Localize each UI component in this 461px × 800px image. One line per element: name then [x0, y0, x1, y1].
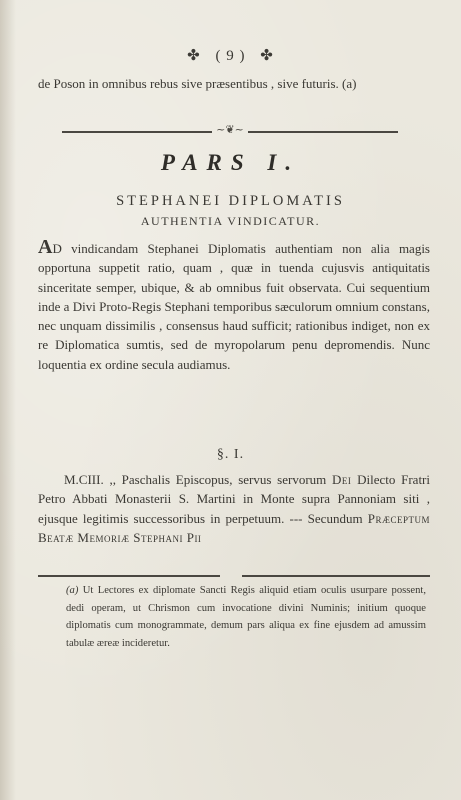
main-paragraph: [38, 238, 430, 374]
footnote-rule-left: [38, 575, 220, 577]
page-shadow-edge: [0, 0, 16, 800]
divider-line-right: [248, 131, 398, 133]
section-text-smallcaps: Præceptum Beatæ Memoriæ Stephani Pii: [38, 510, 430, 545]
section-heading: §. I.: [216, 447, 245, 462]
footnote: [66, 582, 426, 652]
ornament-left-icon: ✤: [187, 48, 201, 64]
part-title: PARS I.: [160, 150, 301, 175]
ornamental-divider: [62, 123, 398, 136]
section-text-a: M.CIII. ,, Paschalis Episcopus, servus servorum: [64, 472, 332, 487]
page-number: ( 9 ): [215, 48, 246, 64]
section-text-b: Dilecto Fratri Petro Abbati Monasterii S. Martini in Monte supra Pannoniam siti , ejusque legitimis successoribus in perpetuum. --- Secundum: [38, 472, 430, 526]
section-text-dei: Dei: [332, 472, 352, 487]
divider-ornament-icon: ~❦~: [216, 123, 244, 136]
footnote-mark: (a): [66, 585, 79, 596]
footnote-text: Ut Lectores ex diplomate Sancti Regis aliquid etiam oculis usurpare possent, dedi operam, ut Chrismon cum invocatione divini Numinis; initium quoque diplomatis cum monogrammate, demum pars aliqua ex fine ejusdem ad amussim tabulæ æreæ incideretur.: [66, 585, 426, 649]
ornament-right-icon: ✤: [260, 48, 274, 64]
main-paragraph-text: D vindicandam Stephanei Diplomatis authentiam non alia magis opportuna suppetit ratio, quam , quæ in tuenda cujusvis antiquitatis sinceritate semper, ubique, & ab omnibus fuit observata. Cui sequentium inde a Divi Proto-Regis Stephani temporibus sæculorum omnium constans, nec unquam dissimilis , consensus haud sufficit; rationibus indiget, non ex re Diplomatica sumtis, sed de myropolarum penu depromendis. Nunc loquentia ex ordine secula audiamus.: [38, 241, 430, 372]
divider-line-left: [62, 131, 212, 133]
section-paragraph: [38, 470, 430, 547]
drop-cap: A: [38, 236, 53, 258]
intro-text: de Poson in omnibus rebus sive præsentibus , sive futuris. (a): [38, 76, 357, 91]
page-header: [0, 46, 461, 65]
footnote-rule-right: [242, 575, 430, 577]
subtitle-line-2: AUTHENTIA VINDICATUR.: [140, 214, 321, 228]
subtitle-line-1: STEPHANEI DIPLOMATIS: [116, 193, 345, 209]
